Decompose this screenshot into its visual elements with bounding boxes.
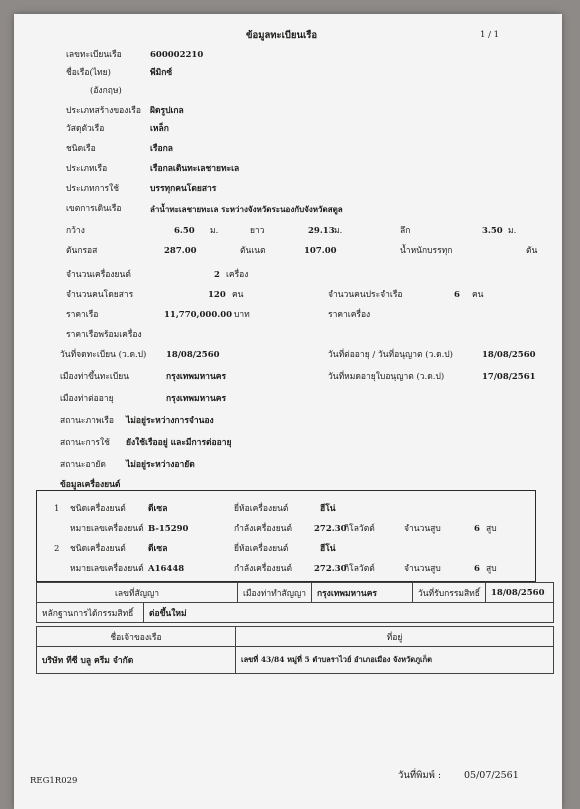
crew-value: 6 [454,290,460,300]
material-value: เหล็ก [150,124,169,134]
print-date-value: 05/07/2561 [464,770,519,781]
price-value: 11,770,000.00 [164,310,233,320]
engine-cyl-unit: สูบ [486,564,497,574]
status-seize-value: ไม่อยู่ระหว่างอายัด [126,460,195,470]
owner-row [37,647,554,674]
name-th-label: ชื่อเรือ(ไทย) [66,68,111,78]
deadweight-label: น้ำหนักบรรทุก [400,246,453,256]
depth-unit: ม. [508,226,517,236]
owner-name: บริษัท ทีซี บลู ครีม จำกัด [37,647,236,674]
document-page [14,14,562,809]
status-use-label: สถานะการใช้ [60,438,110,448]
engine-cyl-value: 6 [474,564,480,574]
engine-type-label: ชนิดเครื่องยนต์ [70,544,126,554]
width-label: กว้าง [66,226,85,236]
engine-power-unit: กิโลวัตต์ [344,564,375,574]
category-label: ประเภทเรือ [66,164,108,174]
owner-address: เลขที่ 43/84 หมู่ที่ 5 ตำบลราไวย์ อำเภอเมือง จังหวัดภูเก็ต [236,647,554,674]
kind-label: ชนิดเรือ [66,144,96,154]
name-th-value: พีมิกซ์ [150,68,173,78]
evidence-value: ต่อขึ้นใหม่ [144,603,554,623]
price-with-engine-label: ราคาเรือพร้อมเครื่อง [66,330,142,340]
price-label: ราคาเรือ [66,310,99,320]
engine-power-label: กำลังเครื่องยนต์ [234,524,293,534]
engine-brand-label: ยี่ห้อเครื่องยนต์ [234,544,289,554]
zone-label: เขตการเดินเรือ [66,204,122,214]
zone-value: ลำน้ำทะเลชายทะเล ระหว่างจังหวัดระนองกับจังหวัดสตูล [150,204,343,214]
engine-power-unit: กิโลวัตต์ [344,524,375,534]
receive-date-label: วันที่รับกรรมสิทธิ์ [412,583,485,603]
expire-value: 17/08/2561 [482,372,536,382]
status-use-value: ยังใช้เรืออยู่ และมีการต่ออายุ [126,438,232,448]
engine-type-value: ดีเซล [148,544,168,554]
engine-no-label: หมายเลขเครื่องยนต์ [70,524,144,534]
engine-no-value: B-15290 [148,524,189,534]
engine-power-label: กำลังเครื่องยนต์ [234,564,293,574]
price-unit: บาท [234,310,250,320]
engines-count-label: จำนวนเครื่องยนต์ [66,270,131,280]
engine-no-value: A16448 [148,564,185,574]
net-label: ตันเนต [240,246,266,256]
engine-number: 1 [54,504,60,514]
contract-no-label: เลขที่สัญญา [37,583,238,603]
length-unit: ม. [334,226,343,236]
passengers-unit: คน [232,290,244,300]
engine-power-value: 272.30 [314,524,347,534]
page-number: 1 / 1 [480,30,500,40]
material-label: วัสดุตัวเรือ [66,124,105,134]
reg-date-label: วันที่จดทะเบียน (ว.ด.ป) [60,350,147,360]
contract-table [36,582,554,603]
passengers-value: 120 [208,290,226,300]
owner-table [36,626,554,674]
contract-row [37,583,554,603]
owner-name-header: ชื่อเจ้าของเรือ [37,627,236,647]
engine-brand-label: ยี่ห้อเครื่องยนต์ [234,504,289,514]
build-type-value: ผิดรูปเกล [150,106,184,116]
kind-value: เรือกล [150,144,173,154]
expire-label: วันที่หมดอายุใบอนุญาต (ว.ด.ป) [328,372,445,382]
status-owner-value: ไม่อยู่ระหว่างการจำนอง [126,416,214,426]
evidence-label: หลักฐานการได้กรรมสิทธิ์ [37,603,144,623]
report-code: REG1R029 [30,776,78,786]
engine-type-label: ชนิดเครื่องยนต์ [70,504,126,514]
renew-port-value: กรุงเทพมหานคร [166,394,227,404]
passengers-label: จำนวนคนโดยสาร [66,290,134,300]
usage-value: บรรทุกคนโดยสาร [150,184,217,194]
reg-no-value: 600002210 [150,50,204,60]
crew-unit: คน [472,290,484,300]
engine-brand-value: ฮีโน่ [320,544,336,554]
engine-power-value: 272.30 [314,564,347,574]
reg-port-value: กรุงเทพมหานคร [166,372,227,382]
engines-count-value: 2 [214,270,220,280]
engine-cyl-label: จำนวนสูบ [404,524,441,534]
license-date-label: วันที่ต่ออายุ / วันที่อนุญาต (ว.ด.ป) [328,350,454,360]
reg-port-label: เมืองท่าขึ้นทะเบียน [60,372,130,382]
status-owner-label: สถานะภาพเรือ [60,416,115,426]
width-value: 6.50 [174,226,195,236]
gross-label: ตันกรอส [66,246,98,256]
engine-price-label: ราคาเครื่อง [328,310,371,320]
depth-value: 3.50 [482,226,503,236]
engines-count-unit: เครื่อง [226,270,249,280]
net-value: 107.00 [304,246,337,256]
engine-cyl-label: จำนวนสูบ [404,564,441,574]
length-label: ยาว [250,226,265,236]
crew-label: จำนวนคนประจำเรือ [328,290,403,300]
engine-cyl-value: 6 [474,524,480,534]
status-seize-label: สถานะอายัด [60,460,106,470]
usage-label: ประเภทการใช้ [66,184,120,194]
license-date-value: 18/08/2560 [482,350,536,360]
length-value: 29.13 [308,226,335,236]
name-en-label: (อังกฤษ) [90,86,122,96]
engine-brand-value: ฮีโน่ [320,504,336,514]
build-type-label: ประเภทสร้างของเรือ [66,106,141,116]
engine-type-value: ดีเซล [148,504,168,514]
reg-date-value: 18/08/2560 [166,350,220,360]
engine-no-label: หมายเลขเครื่องยนต์ [70,564,144,574]
print-date-label: วันที่พิมพ์ : [398,770,442,781]
gross-value: 287.00 [164,246,197,256]
contract-port-label: เมืองท่าทำสัญญา [238,583,312,603]
engine-number: 2 [54,544,60,554]
document-title: ข้อมูลทะเบียนเรือ [246,30,318,41]
depth-label: ลึก [400,226,411,236]
category-value: เรือกลเดินทะเลชายทะเล [150,164,240,174]
width-unit: ม. [210,226,219,236]
evidence-row [37,603,554,623]
receive-date-value: 18/08/2560 [485,583,553,603]
owner-address-header: ที่อยู่ [236,627,554,647]
engine-cyl-unit: สูบ [486,524,497,534]
contract-port-value: กรุงเทพมหานคร [311,583,412,603]
engine-section-title: ข้อมูลเครื่องยนต์ [60,480,121,490]
deadweight-unit: ตัน [526,246,538,256]
reg-no-label: เลขทะเบียนเรือ [66,50,122,60]
owner-header-row [37,627,554,647]
renew-port-label: เมืองท่าต่ออายุ [60,394,114,404]
evidence-table [36,602,554,623]
